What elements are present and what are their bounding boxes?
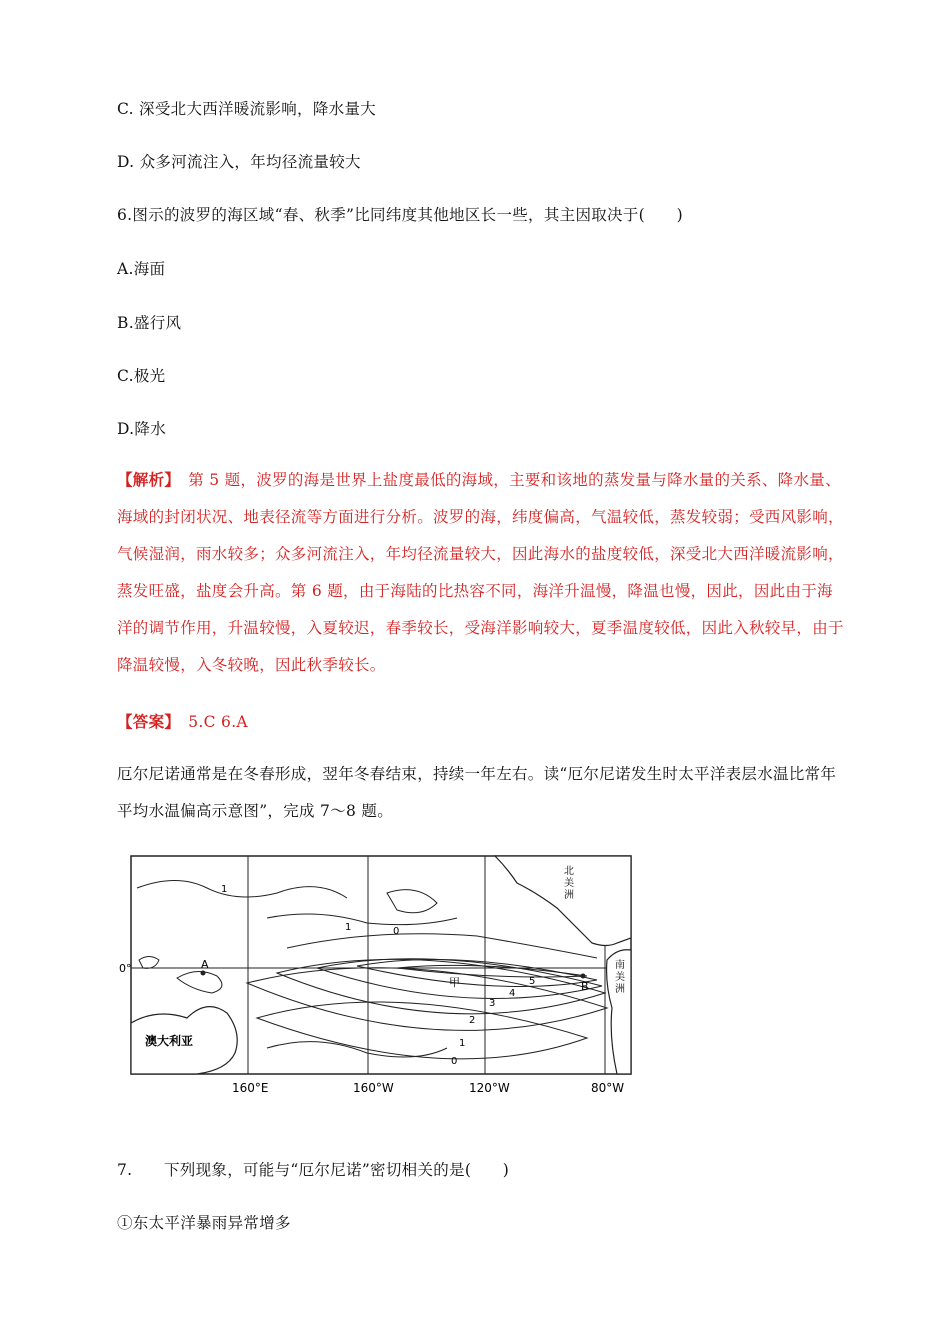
point-a-label: A: [201, 958, 209, 971]
label-australia: 澳大利亚: [145, 1034, 194, 1048]
analysis-text: 第 5 题，波罗的海是世界上盐度最低的海域，主要和该地的蒸发量与降水量的关系、降水量、海域的封闭状况、地表径流等方面进行分析。波罗的海，纬度偏高，气温较低，蒸发较弱；受西风影响，气候湿润，雨水较多；众多河流注入，年均径流量较大，因此海水的盐度较低，深受北大西洋暖流影响，蒸发旺盛，盐度会升高。第 6 题，由于海陆的比热容不同，海洋升温慢，降温也慢，因此，因此由于海洋的调节作用，升温较慢，入夏较迟，春季较长，受海洋影响较大，夏季温度较低，因此入秋较早，由于降温较慢，入冬较晚，因此秋季较长。: [117, 471, 844, 674]
contour-label-1c: 1: [459, 1038, 466, 1049]
point-jia-label: 甲: [449, 976, 460, 989]
lon-label-160e: 160°E: [232, 1081, 269, 1095]
answer-tag: 【答案】: [117, 712, 173, 731]
lon-label-160w: 160°W: [353, 1081, 394, 1095]
el-nino-map-svg: [117, 848, 637, 1110]
lon-label-120w: 120°W: [469, 1081, 510, 1095]
q6-stem: 6.图示的波罗的海区域“春、秋季”比同纬度其他地区长一些，其主因取决于( ): [117, 206, 683, 224]
label-na-2: 美: [564, 878, 574, 889]
analysis-paragraph: [117, 461, 845, 684]
lon-label-80w: 80°W: [591, 1081, 625, 1095]
answer-text: 5.C 6.A: [172, 713, 248, 731]
q6-option-d: D.降水: [117, 420, 167, 438]
label-na-1: 北: [564, 866, 574, 877]
q6-option-c: C.极光: [117, 367, 166, 385]
answer-line: [117, 710, 248, 732]
label-sa-3: 洲: [615, 984, 625, 995]
label-sa-1: 南: [615, 960, 625, 971]
contour-label-1b: 1: [345, 922, 352, 933]
contour-label-0a: 0: [393, 926, 400, 937]
q7-item-1: ①东太平洋暴雨异常增多: [117, 1214, 291, 1232]
point-b-marker: [581, 974, 586, 979]
contour-label-1a: 1: [221, 884, 228, 895]
equator-label: 0°: [119, 962, 132, 975]
contour-label-5: 5: [529, 976, 536, 987]
label-na-3: 洲: [564, 890, 574, 901]
label-sa-2: 美: [615, 972, 625, 983]
q5-option-d: D. 众多河流注入，年均径流量较大: [117, 153, 361, 171]
q5-option-c: C. 深受北大西洋暖流影响，降水量大: [117, 100, 377, 118]
q6-option-b: B.盛行风: [117, 314, 182, 332]
contour-label-3: 3: [489, 998, 496, 1009]
analysis-tag: 【解析】: [117, 470, 173, 489]
contour-label-2: 2: [469, 1015, 476, 1026]
q6-option-a: A.海面: [117, 260, 166, 278]
point-a-marker: [201, 971, 206, 976]
contour-label-0b: 0: [451, 1056, 458, 1067]
el-nino-map: [117, 848, 637, 1110]
point-b-label: B: [581, 980, 589, 993]
q7-stem: 7. 下列现象，可能与“厄尔尼诺”密切相关的是( ): [117, 1161, 510, 1179]
contour-label-4: 4: [509, 988, 516, 999]
intro-paragraph: 厄尔尼诺通常是在冬春形成，翌年冬春结束，持续一年左右。读“厄尔尼诺发生时太平洋表层水温比常年平均水温偏高示意图”，完成 7～8 题。: [117, 765, 837, 820]
